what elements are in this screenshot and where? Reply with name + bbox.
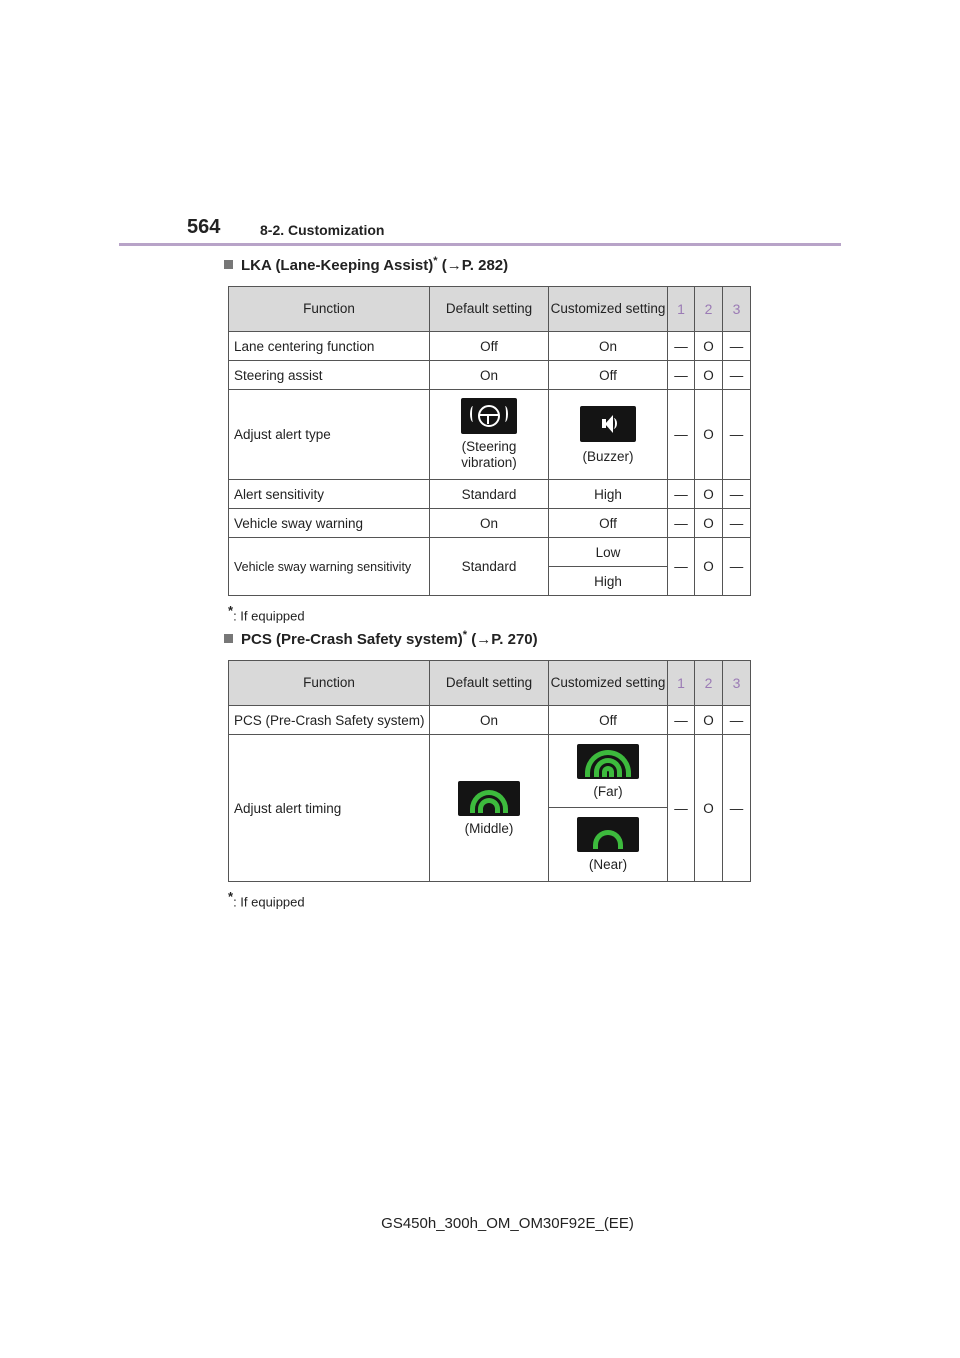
document-code: GS450h_300h_OM_OM30F92E_(EE): [381, 1215, 634, 1232]
pcs-table: [228, 660, 751, 882]
table-row: Steering assist On Off — O —: [229, 361, 751, 390]
pcs-footnote: *: If equipped: [228, 889, 305, 910]
bullet-square-icon: [224, 260, 233, 269]
alert-middle-icon: [458, 781, 520, 816]
col-function: Function: [229, 661, 430, 706]
bullet-square-icon: [224, 634, 233, 643]
alert-near-icon: [577, 817, 639, 852]
col-default: Default setting: [430, 661, 549, 706]
table-row: PCS (Pre-Crash Safety system) On Off — O —: [229, 706, 751, 735]
table-row: Alert sensitivity Standard High — O —: [229, 480, 751, 509]
col-3: 3: [723, 287, 751, 332]
col-2: 2: [695, 287, 723, 332]
col-function: Function: [229, 287, 430, 332]
header-rule: [119, 243, 841, 246]
table-row: Adjust alert timing (Middle) (Far) — O —: [229, 735, 751, 808]
col-2: 2: [695, 661, 723, 706]
lka-footnote: *: If equipped: [228, 603, 305, 624]
pcs-heading: PCS (Pre-Crash Safety system)* (→P. 270): [224, 629, 538, 648]
lka-table: [228, 286, 751, 596]
table-row: Adjust alert type (Steering vibration) (Buzzer) — O —: [229, 390, 751, 480]
alert-far-icon: [577, 744, 639, 779]
table-row: Vehicle sway warning On Off — O —: [229, 509, 751, 538]
col-3: 3: [723, 661, 751, 706]
section-label: 8-2. Customization: [260, 222, 385, 238]
page-number: 564: [187, 216, 221, 238]
table-row: High: [229, 567, 751, 596]
col-customized: Customized setting: [549, 661, 668, 706]
table-header-row: [229, 661, 751, 706]
table-row: Vehicle sway warning sensitivity Standard Low — O —: [229, 538, 751, 567]
lka-heading: LKA (Lane-Keeping Assist)* (→P. 282): [224, 255, 508, 274]
col-1: 1: [668, 661, 695, 706]
table-header-row: [229, 287, 751, 332]
col-customized: Customized setting: [549, 287, 668, 332]
table-row: (Near): [229, 808, 751, 882]
table-row: Lane centering function Off On — O —: [229, 332, 751, 361]
buzzer-icon: [580, 406, 636, 442]
col-default: Default setting: [430, 287, 549, 332]
steering-wheel-icon: [461, 398, 517, 434]
col-1: 1: [668, 287, 695, 332]
